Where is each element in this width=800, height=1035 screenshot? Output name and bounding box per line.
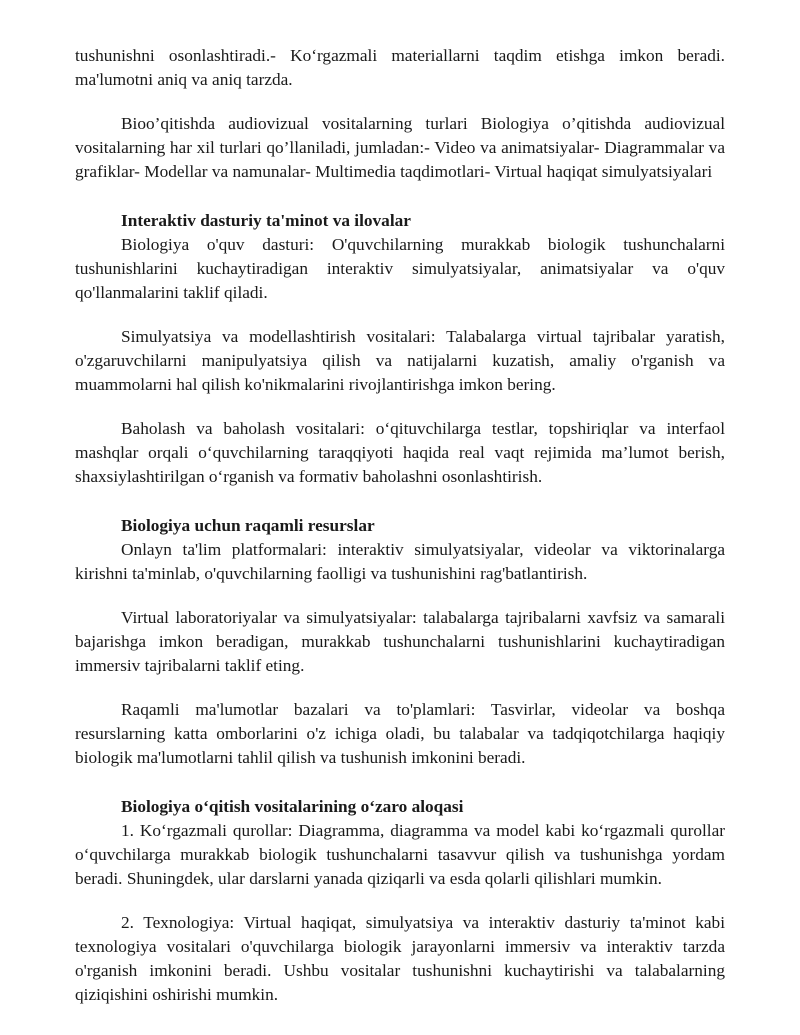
spacer	[75, 891, 725, 911]
paragraph-online-platforms: Onlayn ta'lim platformalari: interaktiv simulyatsiyalar, videolar va viktorinalarga kirishni ta'minlab, o'quvchilarning faolligi va tushunishini rag'batlantirish.	[75, 540, 725, 583]
spacer	[75, 770, 725, 795]
paragraph-curriculum: Biologiya o'quv dasturi: O'quvchilarning murakkab biologik tushunchalarni tushunishlarini kuchaytiradigan interaktiv simulyatsiyalar, animatsiyalar va o'quv qo'llanmalarini taklif qiladi.	[75, 235, 725, 302]
document-page	[75, 44, 725, 1007]
spacer	[75, 397, 725, 417]
paragraph-assessment-tools: Baholash va baholash vositalari: o‘qituvchilarga testlar, topshiriqlar va interfaol mashqlar orqali o‘quvchilarning taraqqiyoti haqida real vaqt rejimida ma’lumot berish, shaxsiylashtirilgan o‘rganish va formativ baholashni osonlashtirish.	[75, 419, 725, 486]
spacer	[75, 184, 725, 209]
paragraph-digital-databases: Raqamli ma'lumotlar bazalari va to'plamlari: Tasvirlar, videolar va boshqa resurslarning katta omborlarini o'z ichiga oladi, bu talabalar va tadqiqotchilarga haqiqiy biologik ma'lumotlarni tahlil qilish va tushunish imkonini beradi.	[75, 700, 725, 767]
spacer	[75, 678, 725, 698]
paragraph-audiovisual-types: Bioo’qitishda audiovizual vositalarning turlari Biologiya o’qitishda audiovizual vositalarning har xil turlari qo’llaniladi, jumladan:- Video va animatsiyalar- Diagrammalar va grafiklar- Modellar va namunalar- Multimedia taqdimotlari- Virtual haqiqat simulyatsiyalari	[75, 114, 725, 181]
heading-interactive-software: Interaktiv dasturiy ta'minot va ilovalar	[121, 211, 411, 230]
paragraph-technology: 2. Texnologiya: Virtual haqiqat, simulyatsiya va interaktiv dasturiy ta'minot kabi texnologiya vositalari o'quvchilarga biologik jarayonlarni immersiv va interaktiv tarzda o'rganish imkonini beradi. Ushbu vositalar tushunishni kuchaytirishi va talabalarning qiziqishini oshirishi mumkin.	[75, 913, 725, 1004]
spacer	[75, 586, 725, 606]
paragraph-visual-aids: 1. Ko‘rgazmali qurollar: Diagramma, diagramma va model kabi ko‘rgazmali qurollar o‘quvchilarga murakkab biologik tushunchalarni tasavvur qilish va tushunishga yordam beradi. Shuningdek, ular darslarni yanada qiziqarli va esda qolarli qilishlari mumkin.	[75, 821, 725, 888]
paragraph-simulation-tools: Simulyatsiya va modellashtirish vositalari: Talabalarga virtual tajribalar yaratish, o'zgaruvchilarni manipulyatsiya qilish va natijalarni kuzatish, amaliy o'rganish va muammolarni hal qilish ko'nikmalarini rivojlantirishga imkon bering.	[75, 327, 725, 394]
spacer	[75, 92, 725, 112]
heading-tools-interrelation: Biologiya o‘qitish vositalarining o‘zaro aloqasi	[121, 797, 464, 816]
spacer	[75, 305, 725, 325]
paragraph-visual-materials: tushunishni osonlashtiradi.- Ko‘rgazmali materiallarni taqdim etishga imkon beradi. ma'lumotni aniq va aniq tarzda.	[75, 46, 725, 89]
heading-digital-resources: Biologiya uchun raqamli resurslar	[121, 516, 375, 535]
paragraph-virtual-labs: Virtual laboratoriyalar va simulyatsiyalar: talabalarga tajribalarni xavfsiz va samarali bajarishga imkon beradigan, murakkab tushunchalarni tushunishlarini kuchaytiradigan immersiv tajribalarni taklif eting.	[75, 608, 725, 675]
spacer	[75, 489, 725, 514]
